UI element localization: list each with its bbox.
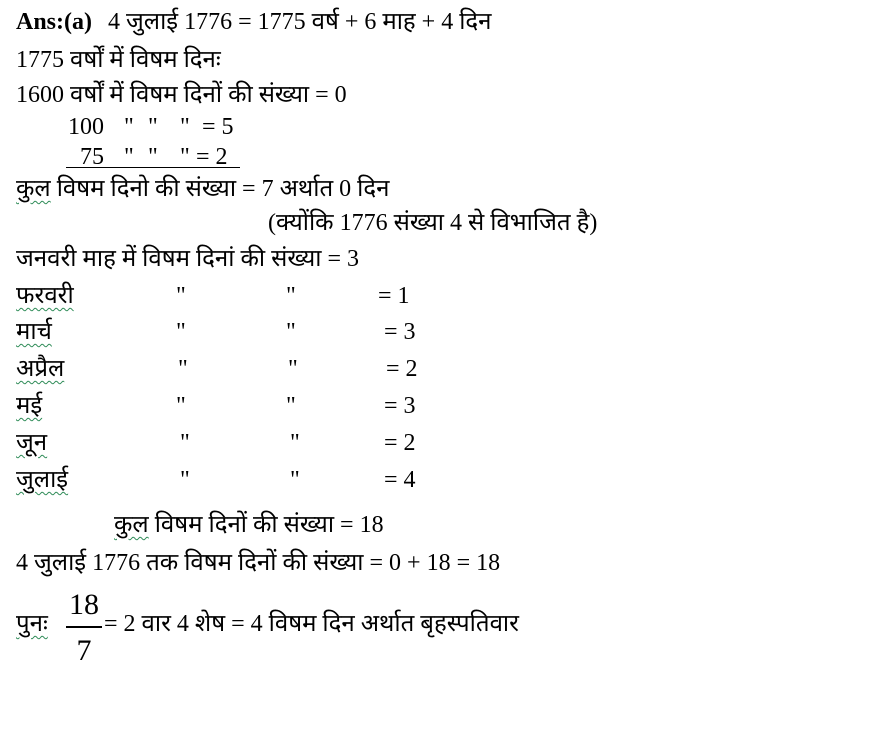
odd-days-until-date: 4 जुलाई 1776 तक विषम दिनों की संख्या = 0 + 18 = 18: [16, 550, 501, 576]
ditto-mark: ": [124, 114, 134, 140]
total-month-text: विषम दिनों की संख्या = 18: [154, 512, 384, 538]
ditto-mark: ": [178, 356, 188, 382]
ditto-mark: ": [176, 319, 186, 345]
ditto-mark: ": [180, 114, 190, 140]
month-value: = 2: [386, 356, 418, 382]
final-label: पुनः: [16, 611, 48, 637]
leap-year-reason: (क्योंकि 1776 संख्या 4 से विभाजित है): [268, 210, 598, 236]
total-month-odd-days: [114, 513, 384, 537]
month-value: = 4: [384, 467, 416, 493]
total-prefix: कुल: [16, 176, 51, 202]
month-value: = 3: [384, 319, 416, 345]
month-value: = 1: [378, 283, 410, 309]
fraction-bar: [66, 626, 102, 628]
month-name: मार्च: [16, 319, 52, 345]
ditto-mark: ": [180, 467, 190, 493]
ditto-mark: ": [290, 430, 300, 456]
ditto-mark: ": [288, 356, 298, 382]
date-breakdown: 4 जुलाई 1776 = 1775 वर्ष + 6 माह + 4 दिन: [108, 9, 492, 35]
month-value: = 2: [384, 430, 416, 456]
year-100-value: = 5: [202, 114, 234, 140]
year-75-label: 75: [80, 144, 104, 170]
month-name: जुलाई: [16, 467, 69, 493]
year-75-value: = 2: [196, 144, 228, 170]
ditto-mark: ": [286, 283, 296, 309]
ditto-mark: ": [286, 319, 296, 345]
january-odd-days: जनवरी माह में विषम दिनां की संख्या = 3: [16, 246, 360, 272]
year-75-row: [66, 143, 240, 168]
answer-label: Ans:(a): [16, 9, 92, 35]
total-year-odd-days: [16, 177, 389, 201]
ditto-mark: ": [124, 144, 134, 170]
final-result: = 2 वार 4 शेष = 4 विषम दिन अर्थात बृहस्पतिवार: [104, 611, 519, 637]
fraction: [66, 588, 102, 668]
year-100-label: 100: [68, 114, 104, 140]
month-name: मई: [16, 393, 43, 419]
ditto-mark: ": [176, 393, 186, 419]
ditto-mark: ": [176, 283, 186, 309]
odd-days-heading: 1775 वर्षों में विषम दिनः: [16, 47, 221, 73]
fraction-denominator: 7: [76, 634, 92, 667]
odd-days-1600: 1600 वर्षों में विषम दिनों की संख्या = 0: [16, 82, 347, 108]
month-value: = 3: [384, 393, 416, 419]
ditto-mark: ": [148, 144, 158, 170]
total-prefix: कुल: [114, 512, 149, 538]
month-name: जून: [16, 430, 48, 456]
answer-line: [16, 10, 492, 34]
ditto-mark: ": [290, 467, 300, 493]
month-name: फरवरी: [16, 283, 74, 309]
ditto-mark: ": [180, 430, 190, 456]
ditto-mark: ": [286, 393, 296, 419]
month-name: अप्रैल: [16, 356, 65, 382]
total-year-text: विषम दिनो की संख्या = 7 अर्थात 0 दिन: [56, 176, 390, 202]
fraction-numerator: 18: [69, 588, 99, 621]
ditto-mark: ": [180, 144, 190, 170]
ditto-mark: ": [148, 114, 158, 140]
